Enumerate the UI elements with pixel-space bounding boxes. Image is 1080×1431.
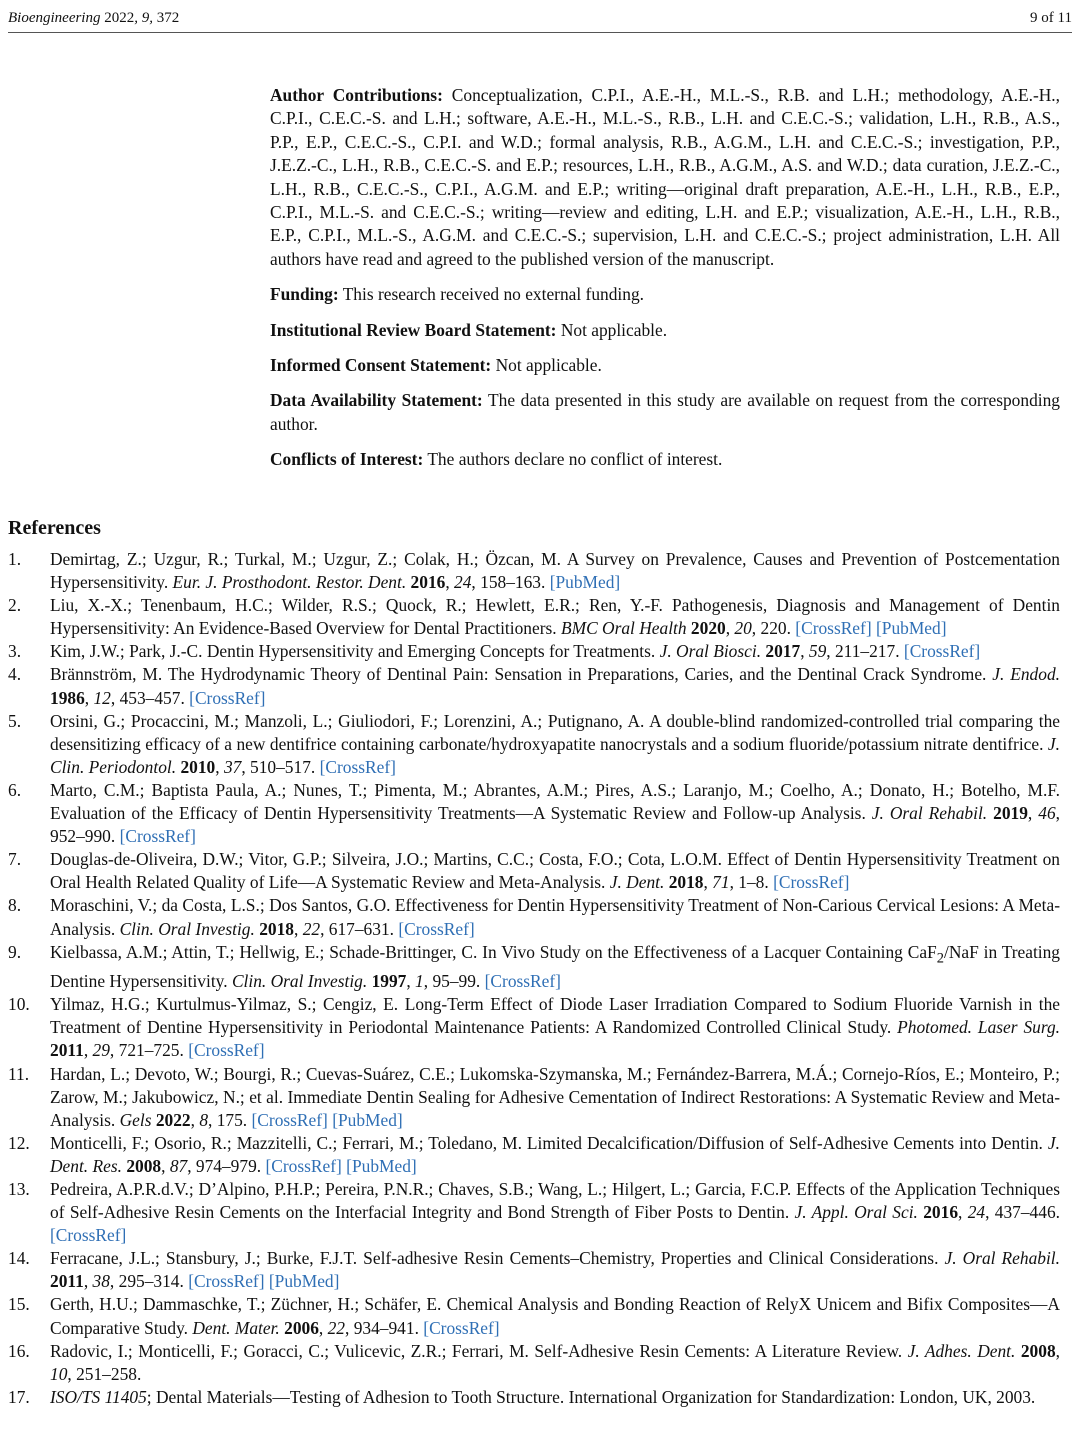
- reference-year: 2016: [410, 572, 446, 593]
- reference-item: [8, 993, 1060, 1062]
- reference-authors-title: Demirtag, Z.; Uzgur, R.; Turkal, M.; Uzgur, Z.; Colak, H.; Özcan, M. A Survey on Prevalence, Causes and Prevention of Postcementation Hypersensitivity.: [50, 549, 1060, 593]
- reference-number: 6.: [8, 779, 22, 800]
- crossref-link[interactable]: [CrossRef]: [773, 872, 850, 893]
- reference-pages: , 251–258.: [67, 1363, 142, 1384]
- reference-item: [8, 1293, 1060, 1339]
- reference-year: 2010: [180, 756, 216, 777]
- reference-item: [8, 1386, 1060, 1409]
- reference-text: Kim, J.W.; Park, J.-C. Dentin Hypersensitivity and Emerging Concepts for Treatments. J. Oral Biosci. 2017, 59, 211–217. [CrossRef]: [50, 641, 981, 662]
- reference-authors-title: Marto, C.M.; Baptista Paula, A.; Nunes, T.; Pimenta, M.; Abrantes, A.M.; Pires, A.S.; Laranjo, M.; Coelho, A.; Donato, H.; Botelho, M.F. Evaluation of the Efficacy of Dentin Hypersensitivity Treatments—A Systematic Review and Follow-up Analysis.: [50, 779, 1060, 824]
- reference-item: [8, 941, 1060, 994]
- crossref-link[interactable]: [CrossRef]: [188, 1271, 265, 1292]
- data-availability-label: Data Availability Statement:: [270, 390, 483, 411]
- reference-text: Ferracane, J.L.; Stansbury, J.; Burke, F.J.T. Self-adhesive Resin Cements–Chemistry, Properties and Clinical Considerations. J. Oral Rehabil. 2011, 38, 295–314. [CrossRef] [PubMed]: [50, 1248, 1060, 1292]
- reference-number: 8.: [8, 895, 22, 916]
- reference-text: Monticelli, F.; Osorio, R.; Mazzitelli, C.; Ferrari, M.; Toledano, M. Limited Decalcification/Diffusion of Self-Adhesive Cements into Dentin. J. Dent. Res. 2008, 87, 974–979. [CrossRef] [PubMed]: [50, 1132, 1060, 1176]
- crossref-link[interactable]: [CrossRef]: [50, 1225, 127, 1246]
- conflicts-statement: [270, 448, 1060, 471]
- journal-name: Bioengineering: [8, 9, 101, 26]
- reference-pages: , 211–217.: [826, 641, 900, 662]
- reference-pages: , 158–163.: [471, 572, 546, 593]
- funding-label: Funding:: [270, 284, 339, 305]
- author-contributions-text: Conceptualization, C.P.I., A.E.-H., M.L.-S., R.B. and L.H.; methodology, A.E.-H., C.P.I., C.E.C.-S. and L.H.; software, A.E.-H., M.L.-S., R.B., L.H. and C.E.C.-S.; validation, L.H., R.B., A.S., P.P., E.P., C.E.C.-S., C.P.I. and W.D.; formal analysis, R.B., A.G.M., L.H. and C.E.C.-S.; investigation, P.P., J.E.Z.-C., L.H., R.B., C.E.C.-S. and E.P.; resources, L.H., R.B., A.G.M., A.S. and W.D.; data curation, J.E.Z.-C., L.H., R.B., C.E.C.-S., C.P.I., A.G.M. and E.P.; writing—original draft preparation, A.E.-H., L.H., R.B., E.P., C.P.I., M.L.-S. and C.E.C.-S.; writing—review and editing, L.H. and E.P.; visualization, A.E.-H., L.H., R.B., E.P., C.P.I., M.L.-S., A.G.M. and C.E.C.-S.; supervision, L.H. and C.E.C.-S.; project administration, L.H. All authors have read and agreed to the published version of the manuscript.: [270, 85, 1060, 269]
- author-contributions-label: Author Contributions:: [270, 85, 443, 105]
- reference-item: [8, 894, 1060, 940]
- reference-item: [8, 1063, 1060, 1132]
- reference-year: 2018: [668, 872, 704, 893]
- reference-subscript: 2: [936, 950, 944, 967]
- reference-number: 12.: [8, 1132, 30, 1153]
- journal-year: 2022: [104, 9, 135, 26]
- page-indicator: 9 of 11: [1030, 9, 1072, 26]
- reference-text: Gerth, H.U.; Dammaschke, T.; Züchner, H.; Schäfer, E. Chemical Analysis and Bonding Reaction of RelyX Unicem and Bifix Composites—A Comparative Study. Dent. Mater. 2006, 22, 934–941. [CrossRef]: [50, 1294, 1060, 1338]
- reference-number: 15.: [8, 1294, 30, 1315]
- reference-journal: J. Clin. Periodontol.: [50, 733, 1060, 777]
- reference-year: 1986: [50, 687, 85, 708]
- reference-item: [8, 640, 1060, 663]
- reference-volume: 29: [92, 1040, 110, 1061]
- reference-pages: , 934–941.: [345, 1317, 419, 1338]
- reference-text: Hardan, L.; Devoto, W.; Bourgi, R.; Cuevas-Suárez, C.E.; Lukomska-Szymanska, M.; Fernández-Barrera, M.Á.; Cornejo-Ríos, E.; Monteiro, P.; Zarow, M.; Jakubowicz, N.; et al. Immediate Dentin Sealing for Adhesive Cementation of Indirect Restorations: A Systematic Review and Meta-Analysis. Gels 2022, 8, 175. [CrossRef] [PubMed]: [50, 1063, 1060, 1130]
- reference-journal: J. Oral Biosci.: [659, 641, 762, 662]
- reference-year: 2020: [690, 618, 726, 639]
- reference-pages: , 952–990.: [50, 803, 1060, 847]
- reference-volume: 59: [808, 641, 827, 662]
- funding-statement: [270, 283, 1060, 306]
- reference-journal: Dent. Mater.: [192, 1317, 280, 1338]
- reference-text: Moraschini, V.; da Costa, L.S.; Dos Santos, G.O. Effectiveness for Dentin Hypersensitivity Treatment of Non-Carious Cervical Lesions: A Meta-Analysis. Clin. Oral Investig. 2018, 22, 617–631. [CrossRef]: [50, 895, 1060, 939]
- reference-text: Yilmaz, H.G.; Kurtulmus-Yilmaz, S.; Cengiz, E. Long-Term Effect of Diode Laser Irradiation Compared to Sodium Fluoride Varnish in the Treatment of Dentine Hypersensitivity in Periodontal Maintenance Patients: A Randomized Controlled Clinical Study. Photomed. Laser Surg. 2011, 29, 721–725. [CrossRef]: [50, 994, 1060, 1061]
- crossref-link[interactable]: [CrossRef]: [795, 618, 872, 639]
- reference-year: 2011: [50, 1040, 84, 1061]
- reference-title-cont: /NaF in Treating Dentine Hypersensitivity.: [50, 941, 1060, 992]
- reference-authors-title: Brännström, M. The Hydrodynamic Theory of Dentinal Pain: Sensation in Preparations, Caries, and the Dentinal Crack Syndrome.: [50, 664, 987, 685]
- crossref-link[interactable]: [CrossRef]: [423, 1317, 500, 1338]
- reference-number: 17.: [8, 1386, 30, 1407]
- reference-text: [50, 1386, 1060, 1409]
- reference-volume: 38: [92, 1271, 110, 1292]
- article-number: 372: [156, 9, 180, 26]
- reference-text: Radovic, I.; Monticelli, F.; Goracci, C.; Vulicevic, Z.R.; Ferrari, M. Self-Adhesive Resin Cements: A Literature Review. J. Adhes. Dent. 2008, 10, 251–258.: [50, 1340, 1060, 1384]
- crossref-link[interactable]: [CrossRef]: [903, 641, 981, 662]
- reference-item: [8, 1132, 1060, 1178]
- data-availability-statement: [270, 389, 1060, 436]
- references-title: References: [8, 517, 101, 539]
- reference-pages: , 437–446.: [985, 1202, 1060, 1223]
- reference-year: 2008: [1020, 1340, 1056, 1361]
- funding-text: This research received no external funding.: [342, 284, 644, 305]
- references-list: [8, 548, 1060, 1409]
- reference-item: [8, 594, 1060, 640]
- irb-text: Not applicable.: [560, 319, 668, 340]
- reference-item: [8, 1178, 1060, 1247]
- pubmed-link[interactable]: [PubMed]: [332, 1109, 403, 1130]
- reference-pages: , 1–8.: [729, 872, 769, 893]
- reference-number: 1.: [8, 549, 22, 569]
- reference-year: 2006: [284, 1317, 319, 1338]
- reference-volume: 71: [712, 872, 730, 893]
- reference-journal: J. Dent. Res.: [50, 1132, 1060, 1176]
- reference-item: [8, 710, 1060, 779]
- reference-item: [8, 663, 1060, 709]
- reference-number: 2.: [8, 595, 22, 616]
- reference-pages: , 95–99.: [423, 971, 481, 992]
- consent-text: Not applicable.: [495, 355, 602, 376]
- consent-statement: [270, 354, 1060, 377]
- reference-text: Liu, X.-X.; Tenenbaum, H.C.; Wilder, R.S.; Quock, R.; Hewlett, E.R.; Ren, Y.-F. Pathogenesis, Diagnosis and Management of Dentin Hypersensitivity: An Evidence-Based Overview for Dental Practitioners. BMC Oral Health 2020, 20, 220. [CrossRef] [PubMed]: [50, 595, 1060, 639]
- reference-authors-title: ; Dental Materials—Testing of Adhesion to Tooth Structure. International Organization for Standardization: London, UK, 2003.: [146, 1386, 1036, 1407]
- reference-year: 2019: [993, 803, 1028, 824]
- crossref-link[interactable]: [CrossRef]: [319, 756, 396, 777]
- author-contributions: [270, 84, 1060, 271]
- reference-journal: Eur. J. Prosthodont. Restor. Dent.: [172, 572, 407, 593]
- reference-number: 16.: [8, 1340, 30, 1361]
- reference-journal: J. Dent.: [609, 872, 665, 893]
- pubmed-link[interactable]: [PubMed]: [346, 1155, 417, 1176]
- reference-volume: 20: [734, 618, 752, 639]
- reference-number: 5.: [8, 710, 22, 731]
- reference-authors-title: Moraschini, V.; da Costa, L.S.; Dos Santos, G.O. Effectiveness for Dentin Hypersensitivity Treatment of Non-Carious Cervical Lesions: A Meta-Analysis.: [50, 895, 1060, 939]
- reference-item: [8, 548, 1060, 594]
- crossref-link[interactable]: [CrossRef]: [484, 971, 561, 992]
- reference-item: [8, 779, 1060, 848]
- reference-volume: 10: [50, 1363, 68, 1384]
- reference-number: 11.: [8, 1063, 30, 1084]
- reference-volume: 46: [1038, 803, 1056, 824]
- journal-citation: Bioengineering 2022, 9, 372: [8, 9, 180, 26]
- reference-year: 2008: [126, 1155, 162, 1176]
- irb-label: Institutional Review Board Statement:: [270, 319, 557, 340]
- reference-text: Brännström, M. The Hydrodynamic Theory of Dentinal Pain: Sensation in Preparations, Caries, and the Dentinal Crack Syndrome. J. Endod. 1986, 12, 453–457. [CrossRef]: [50, 664, 1060, 708]
- reference-year: 2017: [765, 641, 801, 662]
- reference-pages: , 453–457.: [110, 687, 185, 708]
- reference-journal: J. Oral Rehabil.: [944, 1248, 1060, 1269]
- crossref-link[interactable]: [CrossRef]: [251, 1109, 328, 1130]
- reference-text: Marto, C.M.; Baptista Paula, A.; Nunes, T.; Pimenta, M.; Abrantes, A.M.; Pires, A.S.; Laranjo, M.; Coelho, A.; Donato, H.; Botelho, M.F. Evaluation of the Efficacy of Dentin Hypersensitivity Treatments—A Systematic Review and Follow-up Analysis. J. Oral Rehabil. 2019, 46, 952–990. [CrossRef]: [50, 779, 1060, 847]
- reference-pages: , 175.: [208, 1109, 248, 1130]
- crossref-link[interactable]: [CrossRef]: [189, 687, 266, 708]
- reference-journal: Gels: [119, 1109, 152, 1130]
- crossref-link[interactable]: [CrossRef]: [398, 918, 475, 939]
- reference-text: Douglas-de-Oliveira, D.W.; Vitor, G.P.; Silveira, J.O.; Martins, C.C.; Costa, F.O.; Cota, L.O.M. Effect of Dentin Hypersensitivity Treatment on Oral Health Related Quality of Life—A Systematic Review and Meta-Analysis. J. Dent. 2018, 71, 1–8. [CrossRef]: [50, 849, 1060, 893]
- irb-statement: [270, 319, 1060, 342]
- reference-authors-title: Orsini, G.; Procaccini, M.; Manzoli, L.; Giuliodori, F.; Lorenzini, A.; Putignano, A. A double-blind randomized-controlled trial comparing the desensitizing efficacy of a new dentifrice containing carbonate/hydroxyapatite nanocrystals and a sodium fluoride/potassium nitrate dentifrice.: [50, 710, 1060, 754]
- reference-pages: , 617–631.: [320, 918, 394, 939]
- conflicts-text: The authors declare no conflict of interest.: [427, 449, 723, 470]
- reference-year: 2011: [50, 1271, 84, 1292]
- reference-text: Pedreira, A.P.R.d.V.; D’Alpino, P.H.P.; Pereira, P.N.R.; Chaves, S.B.; Wang, L.; Hilgert, L.; Garcia, F.C.P. Effects of the Application Techniques of Self-Adhesive Resin Cements on the Interfacial Integrity and Bond Strength of Fiber Posts to Dentin. J. Appl. Oral Sci. 2016, 24, 437–446. [CrossRef]: [50, 1179, 1060, 1246]
- reference-number: 7.: [8, 849, 22, 870]
- reference-authors-title: Liu, X.-X.; Tenenbaum, H.C.; Wilder, R.S.; Quock, R.; Hewlett, E.R.; Ren, Y.-F. Pathogenesis, Diagnosis and Management of Dentin Hypersensitivity: An Evidence-Based Overview for Dental Practitioners.: [50, 595, 1060, 639]
- reference-pages: , 974–979.: [187, 1155, 262, 1176]
- crossref-link[interactable]: [CrossRef]: [188, 1040, 265, 1061]
- reference-volume: 37: [223, 756, 242, 777]
- reference-authors-title: Hardan, L.; Devoto, W.; Bourgi, R.; Cuevas-Suárez, C.E.; Lukomska-Szymanska, M.; Fernández-Barrera, M.Á.; Cornejo-Ríos, E.; Monteiro, P.; Zarow, M.; Jakubowicz, N.; et al. Immediate Dentin Sealing for Adhesive Cementation of Indirect Restorations: A Systematic Review and Meta-Analysis.: [50, 1063, 1060, 1130]
- reference-pages: , 510–517.: [241, 756, 316, 777]
- reference-volume: 22: [327, 1317, 345, 1338]
- crossref-link[interactable]: [PubMed]: [549, 572, 621, 593]
- reference-authors-title: Ferracane, J.L.; Stansbury, J.; Burke, F.J.T. Self-adhesive Resin Cements–Chemistry, Properties and Clinical Considerations.: [50, 1248, 939, 1269]
- reference-volume: 22: [302, 918, 321, 939]
- reference-authors-title: Radovic, I.; Monticelli, F.; Goracci, C.; Vulicevic, Z.R.; Ferrari, M. Self-Adhesive Resin Cements: A Literature Review.: [50, 1340, 903, 1361]
- reference-authors-title: Monticelli, F.; Osorio, R.; Mazzitelli, C.; Ferrari, M.; Toledano, M. Limited Decalcification/Diffusion of Self-Adhesive Cements into Dentin.: [50, 1132, 1043, 1153]
- reference-standard-title: ISO/TS 11405: [50, 1386, 147, 1407]
- reference-authors-title: Kim, J.W.; Park, J.-C. Dentin Hypersensitivity and Emerging Concepts for Treatments.: [50, 641, 656, 662]
- pubmed-link[interactable]: [PubMed]: [268, 1271, 340, 1292]
- reference-text: Orsini, G.; Procaccini, M.; Manzoli, L.; Giuliodori, F.; Lorenzini, A.; Putignano, A. A double-blind randomized-controlled trial comparing the desensitizing efficacy of a new dentifrice containing carbonate/hydroxyapatite nanocrystals and a sodium fluoride/potassium nitrate dentifrice. J. Clin. Periodontol. 2010, 37, 510–517. [CrossRef]: [50, 710, 1060, 777]
- back-matter: [270, 84, 1060, 484]
- reference-journal: J. Appl. Oral Sci.: [794, 1202, 918, 1223]
- reference-number: 10.: [8, 994, 30, 1015]
- reference-pages: , 295–314.: [109, 1271, 184, 1292]
- crossref-link[interactable]: [CrossRef]: [119, 826, 196, 847]
- reference-item: [8, 1247, 1060, 1293]
- reference-authors-title: Douglas-de-Oliveira, D.W.; Vitor, G.P.; Silveira, J.O.; Martins, C.C.; Costa, F.O.; Cota, L.O.M. Effect of Dentin Hypersensitivity Treatment on Oral Health Related Quality of Life—A Systematic Review and Meta-Analysis.: [50, 849, 1060, 893]
- reference-authors-title: Gerth, H.U.; Dammaschke, T.; Züchner, H.; Schäfer, E. Chemical Analysis and Bonding Reaction of RelyX Unicem and Bifix Composites—A Comparative Study.: [50, 1294, 1060, 1338]
- reference-text: Demirtag, Z.; Uzgur, R.; Turkal, M.; Uzgur, Z.; Colak, H.; Özcan, M. A Survey on Prevalence, Causes and Prevention of Postcementation Hypersensitivity. Eur. J. Prosthodont. Restor. Dent. 2016, 24, 158–163. [PubMed]: [50, 549, 1060, 593]
- crossref-link[interactable]: [CrossRef]: [265, 1155, 342, 1176]
- reference-journal: J. Adhes. Dent.: [907, 1340, 1016, 1361]
- reference-year: 1997: [371, 971, 407, 992]
- reference-pages: , 220.: [751, 618, 791, 639]
- reference-volume: 1: [415, 971, 424, 992]
- journal-volume: 9: [141, 9, 150, 26]
- reference-journal: Clin. Oral Investig.: [231, 971, 368, 992]
- reference-journal: BMC Oral Health: [560, 618, 687, 639]
- reference-volume: 24: [454, 572, 472, 593]
- reference-number: 3.: [8, 641, 22, 662]
- pubmed-link[interactable]: [PubMed]: [875, 618, 947, 639]
- reference-item: [8, 848, 1060, 894]
- reference-volume: 87: [169, 1155, 188, 1176]
- reference-journal: Photomed. Laser Surg.: [897, 1017, 1060, 1038]
- reference-year: 2016: [923, 1202, 959, 1223]
- reference-number: 4.: [8, 664, 22, 685]
- data-availability-text: The data presented in this study are available on request from the corresponding author.: [270, 390, 1060, 434]
- reference-volume: 12: [93, 687, 111, 708]
- reference-number: 9.: [8, 941, 22, 962]
- reference-item: [8, 1340, 1060, 1386]
- reference-journal: J. Endod.: [992, 664, 1060, 685]
- reference-authors-title: Pedreira, A.P.R.d.V.; D’Alpino, P.H.P.; Pereira, P.N.R.; Chaves, S.B.; Wang, L.; Hilgert, L.; Garcia, F.C.P. Effects of the Application Techniques of Self-Adhesive Resin Cements on the Interfacial Integrity and Bond Strength of Fiber Posts to Dentin.: [50, 1179, 1060, 1223]
- reference-journal: Clin. Oral Investig.: [119, 918, 255, 939]
- reference-authors-title: Kielbassa, A.M.; Attin, T.; Hellwig, E.; Schade-Brittinger, C. In Vivo Study on the Effectiveness of a Lacquer Containing CaF: [50, 941, 937, 962]
- reference-text: Kielbassa, A.M.; Attin, T.; Hellwig, E.; Schade-Brittinger, C. In Vivo Study on the Effectiveness of a Lacquer Containing CaF$_2$/NaF in Treating Dentine Hypersensitivity. Clin. Oral Investig. 1997, 1, 95–99. [CrossRef]: [50, 941, 1060, 992]
- reference-volume: 24: [967, 1202, 986, 1223]
- reference-year: 2018: [259, 918, 294, 939]
- reference-volume: 8: [199, 1109, 209, 1130]
- reference-journal: J. Oral Rehabil.: [871, 803, 988, 824]
- reference-number: 14.: [8, 1248, 30, 1269]
- reference-pages: , 721–725.: [109, 1040, 184, 1061]
- running-header: [8, 4, 1072, 33]
- consent-label: Informed Consent Statement:: [270, 355, 492, 376]
- reference-number: 13.: [8, 1179, 30, 1199]
- reference-year: 2022: [155, 1109, 191, 1130]
- reference-authors-title: Yilmaz, H.G.; Kurtulmus-Yilmaz, S.; Cengiz, E. Long-Term Effect of Diode Laser Irradiation Compared to Sodium Fluoride Varnish in the Treatment of Dentine Hypersensitivity in Periodontal Maintenance Patients: A Randomized Controlled Clinical Study.: [50, 994, 1060, 1038]
- conflicts-label: Conflicts of Interest:: [270, 449, 424, 470]
